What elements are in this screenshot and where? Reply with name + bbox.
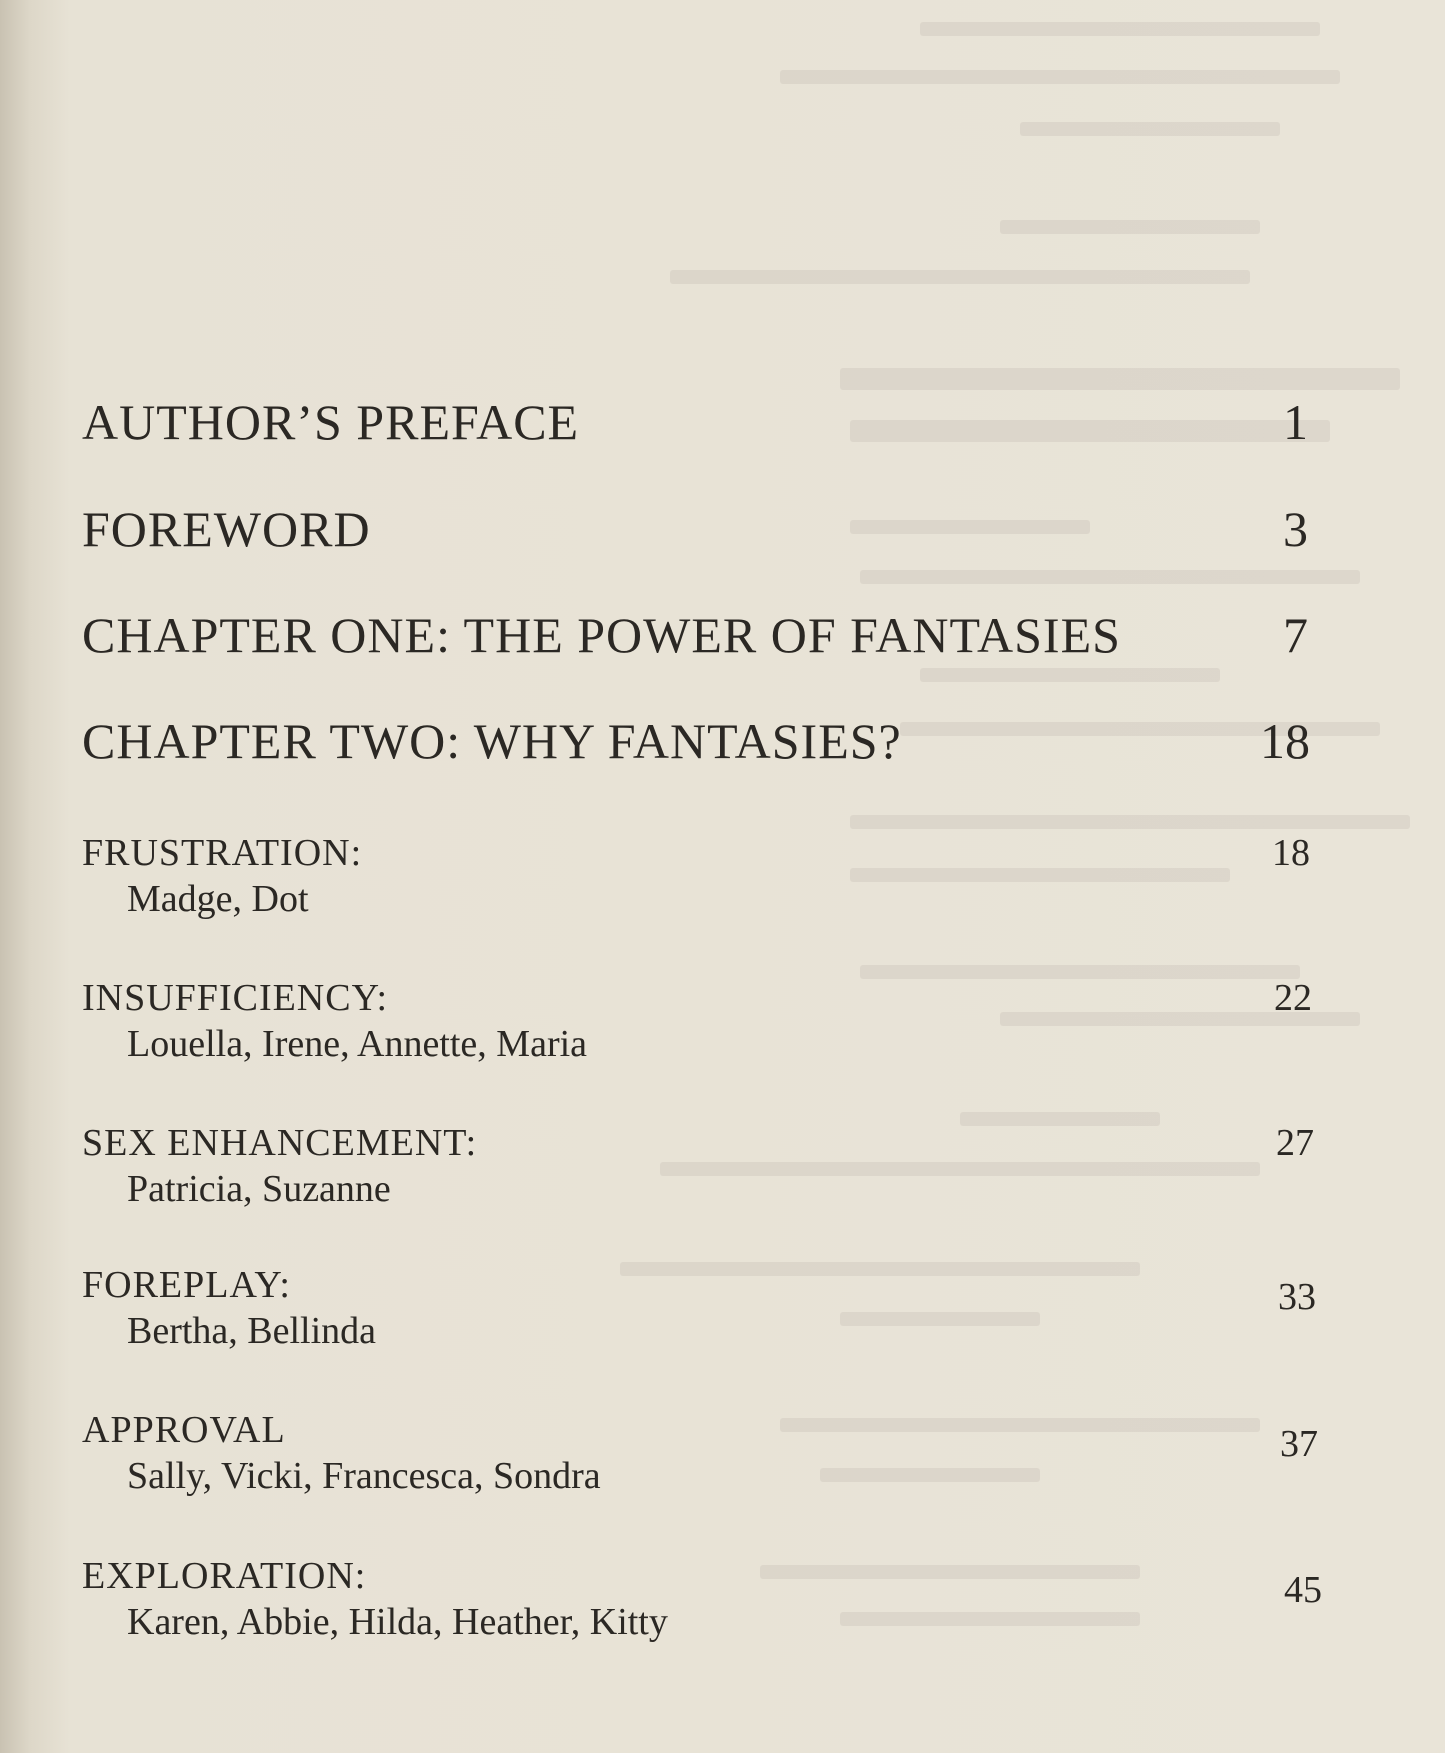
toc-section-title: EXPLORATION: (82, 1555, 367, 1597)
toc-section-approval (82, 1407, 1322, 1507)
toc-entry-title: CHAPTER TWO: WHY FANTASIES? (82, 713, 902, 769)
toc-page-number: 18 (1272, 832, 1310, 874)
toc-section-names: Madge, Dot (127, 878, 309, 920)
toc-entry-chapter-two (82, 711, 1322, 781)
toc-section-names: Karen, Abbie, Hilda, Heather, Kitty (127, 1601, 668, 1643)
toc-page-number: 27 (1276, 1122, 1314, 1164)
toc-page-number: 33 (1278, 1276, 1316, 1318)
toc-section-title: APPROVAL (82, 1409, 286, 1451)
toc-section-names: Louella, Irene, Annette, Maria (127, 1023, 588, 1065)
toc-section-insufficiency (82, 975, 1322, 1075)
toc-section-title: INSUFFICIENCY: (82, 977, 389, 1019)
toc-entry-chapter-one (82, 605, 1322, 675)
toc-entry-title: CHAPTER ONE: THE POWER OF FANTASIES (82, 607, 1121, 663)
toc-section-foreplay (82, 1262, 1322, 1362)
toc-entry-foreword (82, 499, 1322, 569)
toc-page-number: 22 (1274, 977, 1312, 1019)
toc-section-frustration (82, 830, 1322, 930)
toc-page-number: 18 (1260, 713, 1310, 769)
toc-page-number: 1 (1283, 394, 1308, 450)
toc-entry-title: AUTHOR’S PREFACE (82, 394, 580, 450)
toc-page-number: 7 (1283, 607, 1308, 663)
toc-page-number: 45 (1284, 1569, 1322, 1611)
toc-entry-authors-preface (82, 392, 1322, 462)
toc-entry-title: FOREWORD (82, 501, 371, 557)
toc-page-number: 37 (1280, 1423, 1318, 1465)
toc-section-names: Bertha, Bellinda (127, 1310, 377, 1352)
toc-section-names: Patricia, Suzanne (127, 1168, 391, 1210)
toc-section-title: FRUSTRATION: (82, 832, 363, 874)
toc-section-title: FOREPLAY: (82, 1264, 291, 1306)
toc-section-sex-enhancement (82, 1120, 1322, 1220)
toc-page-number: 3 (1283, 501, 1308, 557)
toc-section-exploration (82, 1553, 1322, 1653)
toc-section-names: Sally, Vicki, Francesca, Sondra (127, 1455, 601, 1497)
toc-section-title: SEX ENHANCEMENT: (82, 1122, 478, 1164)
